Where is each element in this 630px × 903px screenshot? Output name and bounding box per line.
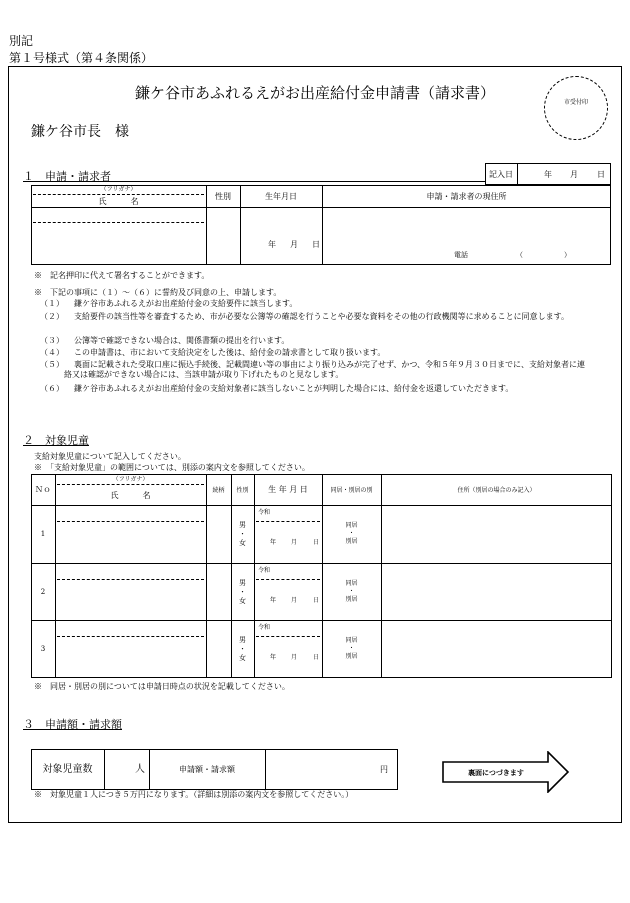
children-count-label: 対象児童数: [42, 764, 93, 775]
row-no: 1: [40, 530, 46, 538]
consent-item: 鎌ケ谷市あふれるえがお出産給付金の支給要件に該当します。: [74, 299, 298, 308]
section2-heading: ２ 対象児童: [23, 434, 89, 447]
form-number: 第１号様式（第４条関係）: [9, 51, 154, 65]
child-name-input[interactable]: [57, 581, 204, 618]
child-address-input[interactable]: [383, 507, 610, 561]
section1-heading: １ 申請・請求者: [23, 170, 111, 183]
living-option[interactable]: 同居 ・ 別居: [345, 580, 358, 603]
birth-header: 生年月日: [265, 192, 297, 201]
child-name-input[interactable]: [57, 523, 204, 561]
col-living: 同居・別居の別: [330, 487, 373, 494]
child-furigana-input[interactable]: [57, 565, 204, 578]
col-gender: 性別: [236, 487, 249, 494]
child-furigana-input[interactable]: [57, 507, 204, 520]
col-address: 住所（別居の場合のみ記入）: [457, 487, 536, 494]
address-header: 申請・請求者の現住所: [426, 192, 507, 201]
children-count-input[interactable]: [106, 751, 136, 788]
next-page-label: 裏面につづきます: [468, 768, 524, 777]
seal-note: ※ 記名押印に代えて署名することができます。: [34, 271, 210, 280]
seal-label: 市受付印: [563, 99, 588, 106]
amount-input[interactable]: [267, 751, 377, 788]
applicant-furigana-input[interactable]: [33, 209, 203, 221]
child-address-input[interactable]: [383, 622, 610, 676]
applicant-gender-input[interactable]: [208, 209, 238, 263]
child-name-input[interactable]: [57, 638, 204, 676]
phone-label: 電話: [454, 251, 468, 259]
child-relation-input[interactable]: [208, 622, 230, 676]
form-title: 鎌ケ谷市あふれるえがお出産給付金申請書（請求書）: [134, 84, 495, 102]
row-no: 2: [40, 588, 46, 596]
child-address-input[interactable]: [383, 565, 610, 618]
gender-option[interactable]: 男 ・ 女: [239, 636, 246, 662]
living-note: ※ 同居・別居の別については申請日時点の状況を記載してください。: [34, 682, 290, 691]
consent-item: 鎌ケ谷市あふれるえがお出産給付金の支給対象者に該当しないことが判明した場合には、給付金を返還していただきます。: [74, 384, 514, 393]
applicant-address-input[interactable]: [324, 209, 609, 244]
attachment-label: 別記: [9, 34, 34, 48]
gender-option[interactable]: 男 ・ 女: [239, 521, 246, 547]
col-name: 氏 名: [110, 491, 151, 500]
col-relation: 続柄: [212, 487, 225, 494]
row-no: 3: [40, 645, 46, 653]
consent-intro: ※ 下記の事項に（１）～（６）に誓約及び同意の上、申請します。: [34, 288, 282, 297]
section3-heading: ３ 申請額・請求額: [23, 718, 122, 731]
living-option[interactable]: 同居 ・ 別居: [345, 522, 358, 545]
child-furigana-input[interactable]: [57, 622, 204, 635]
entry-date-label: 記入日: [489, 170, 513, 179]
amount-label: 申請額・請求額: [179, 765, 235, 774]
addressee: 鎌ケ谷市長 様: [31, 124, 129, 140]
consent-item: 支給要件の該当性等を審査するため、市が必要な公簿等の確認を行うことや必要な資料をその他の行政機関等に求めることに同意します。: [74, 312, 570, 321]
consent-item: 裏面に記載された受取口座に振込手続後、記載間違い等の事由により振り込みが完了せず、かつ、令和５年９月３０日までに、支給対象者に連絡又は確認ができない場合には、当該申請が取り下げれたものと見なします。: [64, 360, 586, 379]
col-no: Ｎｏ: [35, 485, 51, 494]
gender-header: 性別: [215, 192, 231, 201]
applicant-name-input[interactable]: [33, 224, 203, 262]
consent-item: この申請書は、市において支給決定をした後は、給付金の請求書として取り扱います。: [74, 348, 386, 357]
reception-seal-area: [544, 76, 608, 140]
child-relation-input[interactable]: [208, 507, 230, 561]
col-birth: 生 年 月 日: [268, 485, 308, 494]
name-header: 氏 名: [98, 197, 139, 206]
gender-option[interactable]: 男 ・ 女: [239, 579, 246, 605]
living-option[interactable]: 同居 ・ 別居: [345, 637, 358, 660]
section1-rule: [23, 181, 485, 182]
amount-note: ※ 対象児童１人につき５万円になります。（詳細は別添の案内文を参照してください。）: [34, 790, 354, 799]
child-relation-input[interactable]: [208, 565, 230, 618]
consent-item: 公簿等で確認できない場合は、関係書類の提出を行います。: [74, 336, 290, 345]
